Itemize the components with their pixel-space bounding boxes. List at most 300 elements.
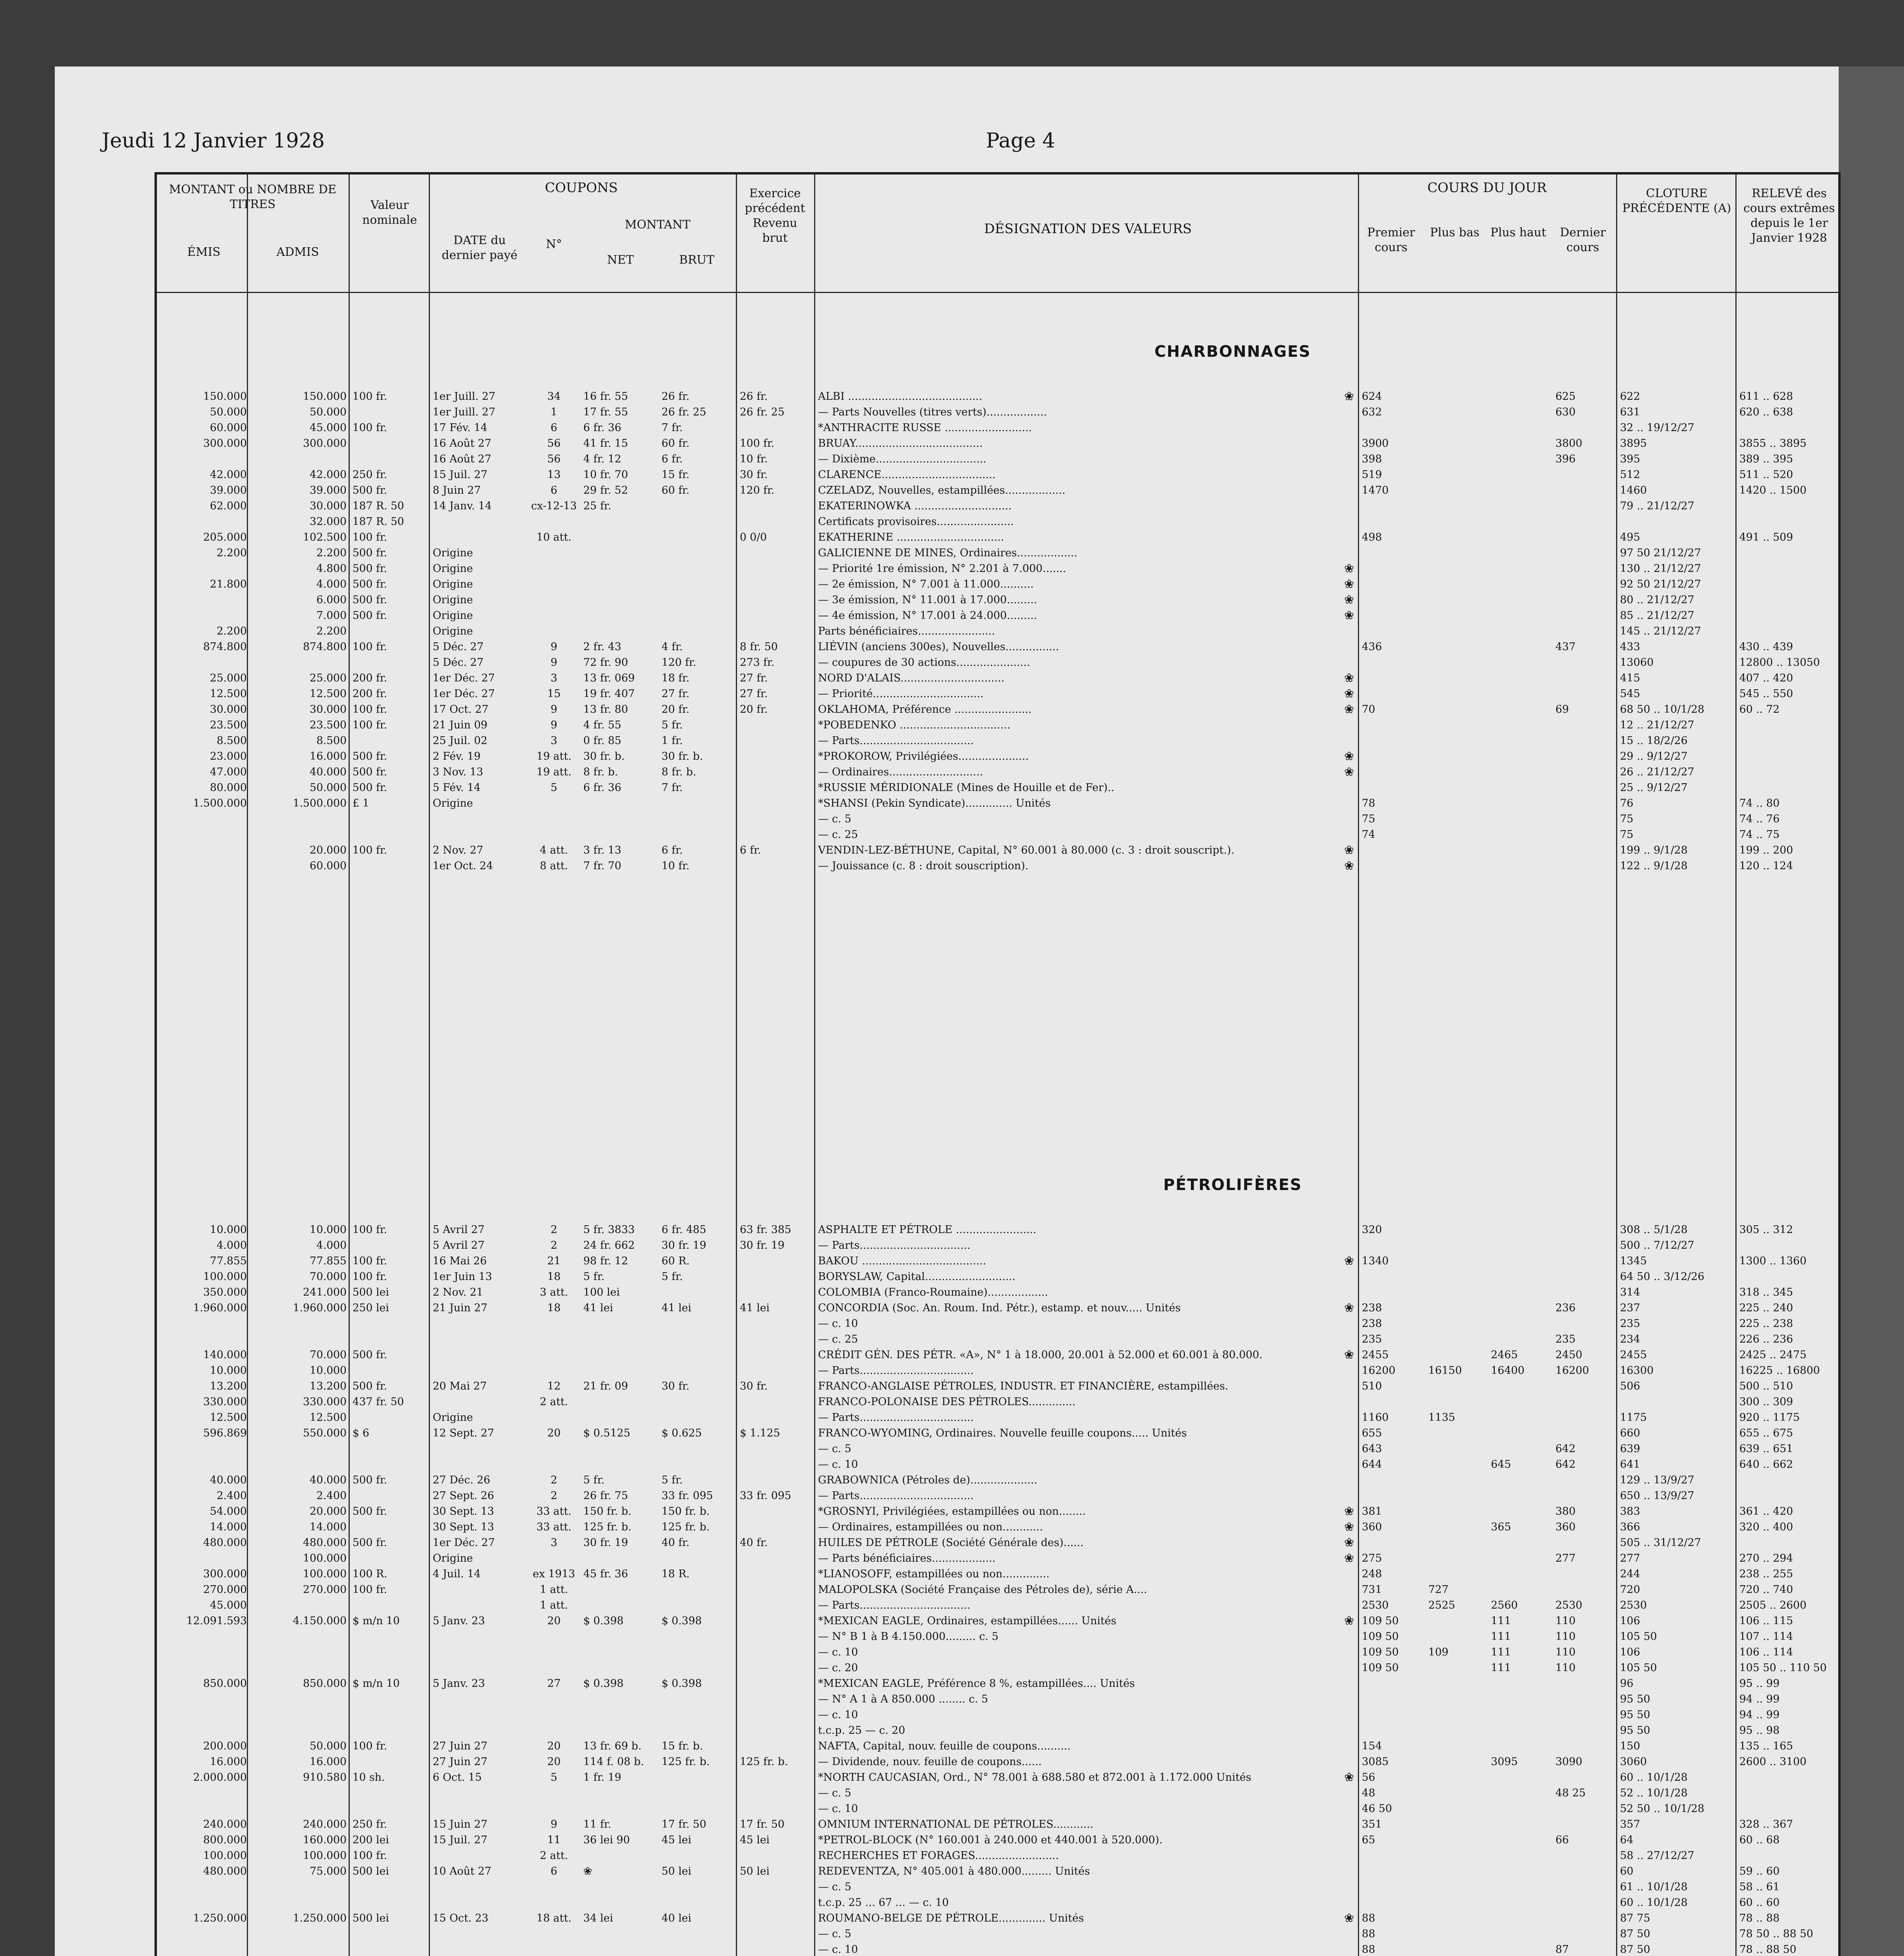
cell-date: 30 Sept. 13	[433, 1521, 494, 1533]
cell-nominal: 100 fr.	[352, 390, 387, 403]
cell-desig: LIÉVIN (anciens 300es), Nouvelles................	[818, 641, 1059, 653]
cell-date: 27 Juin 27	[433, 1740, 488, 1752]
cell-der: 630	[1555, 406, 1576, 418]
col-cours-header: COURS DU JOUR	[1427, 180, 1547, 196]
cell-nominal: 187 R. 50	[352, 516, 404, 528]
cell-nominal: 10 sh.	[352, 1771, 385, 1783]
cell-rel: 655 .. 675	[1739, 1427, 1793, 1439]
cell-emis: 12.500	[210, 1411, 247, 1424]
cell-brut: 8 fr. b.	[662, 766, 696, 778]
cell-clot: 12 .. 21/12/27	[1620, 719, 1694, 731]
cell-clot: 79 .. 21/12/27	[1620, 500, 1694, 512]
table-row	[157, 1505, 1843, 1519]
cell-desig: — c. 10	[818, 1646, 858, 1658]
cell-prem: 360	[1362, 1521, 1382, 1533]
cell-clot: 87 50	[1620, 1928, 1650, 1940]
cell-n: 2	[550, 1224, 557, 1236]
table-row	[157, 1411, 1843, 1425]
cell-admis: 16.000	[309, 750, 347, 762]
cell-rel: 105 50 .. 110 50	[1739, 1662, 1827, 1674]
cell-clot: 29 .. 9/12/27	[1620, 750, 1688, 762]
cell-haut: 2560	[1491, 1599, 1518, 1611]
cell-brut: 5 fr.	[662, 719, 683, 731]
cell-haut: 111	[1491, 1662, 1511, 1674]
cell-date: Origine	[433, 578, 473, 590]
cell-brut: 60 fr.	[662, 484, 690, 496]
cell-n: 10 att.	[536, 531, 572, 543]
cell-nominal: 500 fr.	[352, 1537, 387, 1549]
cell-date: 16 Mai 26	[433, 1255, 487, 1267]
cell-date: 15 Juil. 27	[433, 1834, 487, 1846]
table-row	[157, 1896, 1843, 1910]
cell-admis: 330.000	[303, 1396, 347, 1408]
cell-desig: — coupures de 30 actions......................	[818, 656, 1030, 669]
cell-rel: 318 .. 345	[1739, 1286, 1793, 1298]
cell-date: 3 Nov. 13	[433, 766, 484, 778]
table-row	[157, 1614, 1843, 1628]
col-emis-header: ÉMIS	[187, 245, 221, 259]
cell-date: Origine	[433, 625, 473, 637]
cell-net: 36 lei 90	[583, 1834, 630, 1846]
cell-admis: 45.000	[309, 422, 347, 434]
flower-mark-icon: ❀	[1344, 562, 1354, 575]
cell-nominal: 500 fr.	[352, 578, 387, 590]
cell-brut: 1 fr.	[662, 735, 683, 747]
cell-rel: 226 .. 236	[1739, 1333, 1793, 1345]
flower-mark-icon: ❀	[1344, 1520, 1354, 1534]
cell-clot: 433	[1620, 641, 1640, 653]
table-row	[157, 765, 1843, 779]
cell-emis: 23.500	[210, 719, 247, 731]
cell-rel: 920 .. 1175	[1739, 1411, 1800, 1424]
cell-desig: — Dividende, nouv. feuille de coupons......	[818, 1756, 1042, 1768]
cell-prem: 381	[1362, 1505, 1382, 1517]
cell-rel: 74 .. 80	[1739, 797, 1780, 809]
cell-prem: 643	[1362, 1443, 1382, 1455]
cell-brut: 50 lei	[662, 1865, 692, 1877]
cell-clot: 357	[1620, 1818, 1640, 1830]
cell-n: 2	[550, 1239, 557, 1251]
cell-date: 14 Janv. 14	[433, 500, 492, 512]
cell-clot: 2455	[1620, 1349, 1647, 1361]
cell-net: 25 fr.	[583, 500, 611, 512]
cell-net: 24 fr. 662	[583, 1239, 635, 1251]
cell-admis: 910.580	[303, 1771, 347, 1783]
cell-admis: 1.960.000	[293, 1302, 347, 1314]
cell-emis: 300.000	[203, 437, 247, 449]
cell-clot: 641	[1620, 1458, 1640, 1471]
cell-desig: — c. 10	[818, 1709, 858, 1721]
col-cloture-header: CLOTURE PRÉCÉDENTE (A)	[1622, 187, 1731, 215]
cell-rev: 100 fr.	[740, 437, 775, 449]
cell-brut: 18 fr.	[662, 672, 690, 684]
cell-clot: 512	[1620, 469, 1640, 481]
cell-nominal: $ m/n 10	[352, 1677, 400, 1690]
cell-admis: 1.500.000	[293, 797, 347, 809]
cell-desig: — c. 25	[818, 1333, 858, 1345]
cell-clot: 650 .. 13/9/27	[1620, 1490, 1694, 1502]
cell-emis: 140.000	[203, 1349, 247, 1361]
cell-desig: ASPHALTE ET PÉTROLE ........................	[818, 1224, 1037, 1236]
cell-emis: 4.000	[216, 1239, 247, 1251]
table-row	[157, 734, 1843, 748]
flower-mark-icon: ❀	[1344, 1301, 1354, 1315]
cell-admis: 13.200	[309, 1380, 347, 1392]
cell-nominal: 500 fr.	[352, 1505, 387, 1517]
cell-rev: 273 fr.	[740, 656, 775, 669]
cell-rel: 407 .. 420	[1739, 672, 1793, 684]
cell-prem: 109 50	[1362, 1631, 1399, 1643]
cell-clot: 76	[1620, 797, 1634, 809]
cell-desig: t.c.p. 25 — c. 20	[818, 1724, 905, 1737]
cell-rel: 74 .. 75	[1739, 829, 1780, 841]
cell-emis: 10.000	[210, 1224, 247, 1236]
cell-n: 3	[550, 735, 557, 747]
table-row	[157, 750, 1843, 764]
cell-rel: 389 .. 395	[1739, 453, 1793, 465]
cell-date: 5 Déc. 27	[433, 656, 484, 669]
cell-date: 1er Juin 13	[433, 1271, 492, 1283]
cell-brut: 41 lei	[662, 1302, 692, 1314]
cell-clot: 60 .. 10/1/28	[1620, 1771, 1688, 1783]
cell-bas: 2525	[1428, 1599, 1455, 1611]
cell-net: 11 fr.	[583, 1818, 611, 1830]
cell-date: 1er Déc. 27	[433, 1537, 495, 1549]
cell-n: 2	[550, 1474, 557, 1486]
cell-desig: Certificats provisoires.......................	[818, 516, 1014, 528]
cell-n: ex 1913	[532, 1568, 575, 1580]
cell-rel: 78 .. 88	[1739, 1912, 1780, 1924]
cell-haut: 3095	[1491, 1756, 1518, 1768]
cell-emis: 2.400	[216, 1490, 247, 1502]
cell-admis: 70.000	[309, 1349, 347, 1361]
cell-n: 6	[550, 422, 557, 434]
table-row	[157, 421, 1843, 435]
table-row	[157, 1223, 1843, 1237]
cell-admis: 23.500	[309, 719, 347, 731]
col-montant2-header: MONTANT	[625, 218, 690, 232]
cell-net: 5 fr.	[583, 1474, 605, 1486]
col-brut-header: BRUT	[679, 253, 714, 267]
cell-rev: 45 lei	[740, 1834, 770, 1846]
cell-net: 34 lei	[583, 1912, 613, 1924]
cell-admis: 4.150.000	[293, 1615, 347, 1627]
cell-rel: 1420 .. 1500	[1739, 484, 1807, 496]
cell-emis: 16.000	[210, 1756, 247, 1768]
cell-rel: 238 .. 255	[1739, 1568, 1793, 1580]
cell-date: 16 Août 27	[433, 437, 491, 449]
cell-nominal: 100 R.	[352, 1568, 388, 1580]
table-row	[157, 1802, 1843, 1816]
cell-rev: 30 fr. 19	[740, 1239, 785, 1251]
cell-rel: 328 .. 367	[1739, 1818, 1793, 1830]
cell-n: 5	[550, 782, 557, 794]
cell-emis: 800.000	[203, 1834, 247, 1846]
cell-admis: 102.500	[303, 531, 347, 543]
cell-date: Origine	[433, 563, 473, 575]
cell-brut: 125 fr. b.	[662, 1756, 710, 1768]
cell-clot: 660	[1620, 1427, 1640, 1439]
cell-emis: 12.500	[210, 688, 247, 700]
cell-net: 13 fr. 80	[583, 703, 628, 716]
cell-desig: — c. 5	[818, 1443, 852, 1455]
cell-date: 25 Juil. 02	[433, 735, 487, 747]
cell-prem: 1160	[1362, 1411, 1389, 1424]
cell-rel: 620 .. 638	[1739, 406, 1793, 418]
cell-rel: 135 .. 165	[1739, 1740, 1793, 1752]
cell-n: 15	[547, 688, 561, 700]
cell-date: 15 Oct. 23	[433, 1912, 489, 1924]
col-date-header: DATE du dernier payé	[442, 234, 518, 262]
cell-admis: 30.000	[309, 703, 347, 716]
cell-emis: 480.000	[203, 1537, 247, 1549]
cell-bas: 16150	[1428, 1365, 1462, 1377]
flower-mark-icon: ❀	[1344, 609, 1354, 622]
cell-net: 10 fr. 70	[583, 469, 628, 481]
cell-net: 6 fr. 36	[583, 782, 622, 794]
cell-rev: 20 fr.	[740, 703, 768, 716]
cell-n: 20	[547, 1615, 561, 1627]
cell-nominal: 100 fr.	[352, 1224, 387, 1236]
cell-clot: 244	[1620, 1568, 1640, 1580]
cell-emis: 54.000	[210, 1505, 247, 1517]
cell-n: 2 att.	[539, 1850, 568, 1862]
cell-desig: — N° B 1 à B 4.150.000......... c. 5	[818, 1631, 999, 1643]
cell-clot: 495	[1620, 531, 1640, 543]
cell-rel: 78 .. 88 50	[1739, 1943, 1796, 1956]
cell-clot: 129 .. 13/9/27	[1620, 1474, 1694, 1486]
cell-desig: *ANTHRACITE RUSSE ..........................	[818, 422, 1032, 434]
cell-admis: 150.000	[303, 390, 347, 403]
cell-net: ❀	[583, 1865, 592, 1877]
cell-rel: 361 .. 420	[1739, 1505, 1793, 1517]
table-row	[157, 1911, 1843, 1925]
cell-brut: 20 fr.	[662, 703, 690, 716]
cell-date: 1er Déc. 27	[433, 688, 495, 700]
cell-net: 21 fr. 09	[583, 1380, 628, 1392]
table-row	[157, 828, 1843, 842]
cell-emis: 100.000	[203, 1850, 247, 1862]
cell-emis: 205.000	[203, 531, 247, 543]
header-rule	[157, 292, 1838, 293]
cell-desig: MALOPOLSKA (Société Française des Pétroles de), série A....	[818, 1584, 1147, 1596]
cell-bas: 109	[1428, 1646, 1449, 1658]
cell-rel: 60 .. 60	[1739, 1897, 1780, 1909]
cell-desig: *LIANOSOFF, estampillées ou non..............	[818, 1568, 1050, 1580]
cell-admis: 2.200	[316, 547, 347, 559]
cell-rel: 120 .. 124	[1739, 860, 1793, 872]
cell-emis: 1.960.000	[193, 1302, 247, 1314]
cell-clot: 13060	[1620, 656, 1654, 669]
cell-desig: VENDIN-LEZ-BÉTHUNE, Capital, N° 60.001 à 80.000 (c. 3 : droit souscript.).	[818, 844, 1235, 856]
cell-der: 16200	[1555, 1365, 1589, 1377]
cell-admis: 4.000	[316, 1239, 347, 1251]
table-row	[157, 1520, 1843, 1534]
cell-prem: 3900	[1362, 437, 1389, 449]
cell-n: 20	[547, 1740, 561, 1752]
cell-desig: BORYSLAW, Capital...........................	[818, 1271, 1016, 1283]
cell-net: $ 0.398	[583, 1615, 624, 1627]
cell-desig: — 2e émission, N° 7.001 à 11.000..........	[818, 578, 1034, 590]
flower-mark-icon: ❀	[1344, 593, 1354, 607]
cell-clot: 199 .. 9/1/28	[1620, 844, 1688, 856]
cell-nominal: 100 fr.	[352, 844, 387, 856]
cell-brut: 4 fr.	[662, 641, 683, 653]
cell-emis: 2.000.000	[193, 1771, 247, 1783]
cell-desig: — Priorité.................................	[818, 688, 984, 700]
cell-clot: 3895	[1620, 437, 1647, 449]
cell-nominal: 100 fr.	[352, 1850, 387, 1862]
cell-clot: 105 50	[1620, 1662, 1657, 1674]
cell-prem: 46 50	[1362, 1803, 1392, 1815]
cell-desig: — Dixième.................................	[818, 453, 987, 465]
cell-desig: *POBEDENKO .................................	[818, 719, 1010, 731]
flower-mark-icon: ❀	[1344, 577, 1354, 591]
table-row	[157, 405, 1843, 419]
cell-desig: — Ordinaires, estampillées ou non............	[818, 1521, 1043, 1533]
cell-clot: 16300	[1620, 1365, 1654, 1377]
table-row	[157, 1364, 1843, 1378]
col-dernier-header: Dernier cours	[1560, 226, 1606, 254]
cell-prem: 109 50	[1362, 1646, 1399, 1658]
cell-clot: 80 .. 21/12/27	[1620, 594, 1694, 606]
cell-emis: 40.000	[210, 1474, 247, 1486]
cell-rel: 94 .. 99	[1739, 1693, 1780, 1705]
cell-nominal: 500 fr.	[352, 609, 387, 622]
cell-admis: 100.000	[303, 1552, 347, 1564]
cell-emis: 13.200	[210, 1380, 247, 1392]
table-row	[157, 796, 1843, 811]
cell-prem: 2455	[1362, 1349, 1389, 1361]
table-row	[157, 1239, 1843, 1253]
table-row	[157, 437, 1843, 451]
cell-clot: 26 .. 21/12/27	[1620, 766, 1694, 778]
cell-desig: HUILES DE PÉTROLE (Société Générale des)......	[818, 1537, 1084, 1549]
cell-prem: 624	[1362, 390, 1382, 403]
cell-n: 56	[547, 437, 561, 449]
cell-nominal: 200 fr.	[352, 672, 387, 684]
cell-net: 3 fr. 13	[583, 844, 622, 856]
cell-emis: 874.800	[203, 641, 247, 653]
cell-date: Origine	[433, 547, 473, 559]
cell-clot: 97 50 21/12/27	[1620, 547, 1701, 559]
cell-rev: 27 fr.	[740, 672, 768, 684]
cell-clot: 58 .. 27/12/27	[1620, 1850, 1694, 1862]
cell-admis: 10.000	[309, 1224, 347, 1236]
cell-prem: 70	[1362, 703, 1375, 716]
cell-date: 27 Sept. 26	[433, 1490, 494, 1502]
cell-emis: 100.000	[203, 1271, 247, 1283]
cell-date: Origine	[433, 1552, 473, 1564]
quotation-table	[155, 172, 1841, 1956]
cell-brut: 40 lei	[662, 1912, 692, 1924]
cell-emis: 2.200	[216, 625, 247, 637]
cell-clot: 383	[1620, 1505, 1640, 1517]
cell-der: 110	[1555, 1615, 1576, 1627]
cell-rel: 106 .. 115	[1739, 1615, 1793, 1627]
cell-n: 3 att.	[539, 1286, 568, 1298]
cell-rel: 639 .. 651	[1739, 1443, 1793, 1455]
cell-desig: — Parts..................................	[818, 1490, 974, 1502]
cell-emis: 2.200	[216, 547, 247, 559]
cell-net: 0 fr. 85	[583, 735, 622, 747]
cell-rel: 199 .. 200	[1739, 844, 1793, 856]
page-date: Jeudi 12 Janvier 1928	[102, 129, 325, 153]
cell-rel: 12800 .. 13050	[1739, 656, 1820, 669]
cell-rev: $ 1.125	[740, 1427, 780, 1439]
cell-nominal: 250 lei	[352, 1302, 389, 1314]
cell-net: 100 lei	[583, 1286, 620, 1298]
table-row	[157, 1708, 1843, 1722]
cell-der: 110	[1555, 1646, 1576, 1658]
cell-clot: 500 .. 7/12/27	[1620, 1239, 1694, 1251]
cell-desig: CRÉDIT GÉN. DES PÉTR. «A», N° 1 à 18.000, 20.001 à 52.000 et 60.001 à 80.000.	[818, 1349, 1263, 1361]
cell-desig: *GROSNYI, Privilégiées, estampillées ou non........	[818, 1505, 1086, 1517]
cell-net: 114 f. 08 b.	[583, 1756, 644, 1768]
cell-clot: 150	[1620, 1740, 1640, 1752]
cell-date: 5 Avril 27	[433, 1239, 485, 1251]
cell-desig: — c. 5	[818, 1881, 852, 1893]
cell-nominal: 100 fr.	[352, 1584, 387, 1596]
cell-n: 12	[547, 1380, 561, 1392]
flower-mark-icon: ❀	[1344, 843, 1354, 857]
cell-desig: *PETROL-BLOCK (N° 160.001 à 240.000 et 440.001 à 520.000).	[818, 1834, 1163, 1846]
cell-admis: 480.000	[303, 1537, 347, 1549]
cell-date: 12 Sept. 27	[433, 1427, 494, 1439]
cell-admis: 874.800	[303, 641, 347, 653]
cell-desig: NORD D'ALAIS...............................	[818, 672, 1005, 684]
cell-prem: 351	[1362, 1818, 1382, 1830]
cell-rev: 30 fr.	[740, 1380, 768, 1392]
cell-prem: 498	[1362, 531, 1382, 543]
cell-emis: 240.000	[203, 1818, 247, 1830]
cell-n: 18	[547, 1302, 561, 1314]
col-nominal-header: Valeur nominale	[362, 198, 417, 227]
cell-admis: 300.000	[303, 437, 347, 449]
cell-date: 5 Janv. 23	[433, 1615, 485, 1627]
cell-clot: 64	[1620, 1834, 1634, 1846]
cell-brut: 7 fr.	[662, 782, 683, 794]
cell-brut: 5 fr.	[662, 1271, 683, 1283]
cell-prem: 3085	[1362, 1756, 1389, 1768]
cell-emis: 77.855	[210, 1255, 247, 1267]
cell-der: 235	[1555, 1333, 1576, 1345]
cell-desig: RECHERCHES ET FORAGES.........................	[818, 1850, 1059, 1862]
cell-desig: FRANCO-POLONAISE DES PÉTROLES..............	[818, 1396, 1076, 1408]
cell-admis: 270.000	[303, 1584, 347, 1596]
cell-desig: BRUAY......................................	[818, 437, 983, 449]
cell-net: 45 fr. 36	[583, 1568, 628, 1580]
cell-n: 18 att.	[536, 1912, 572, 1924]
cell-prem: 632	[1362, 406, 1382, 418]
cell-der: 625	[1555, 390, 1576, 403]
cell-clot: 415	[1620, 672, 1640, 684]
cell-der: 396	[1555, 453, 1576, 465]
cell-emis: 42.000	[210, 469, 247, 481]
cell-n: 6	[550, 1865, 557, 1877]
cell-date: 16 Août 27	[433, 453, 491, 465]
section-title: CHARBONNAGES	[1154, 343, 1311, 361]
table-row	[157, 624, 1843, 638]
cell-clot: 308 .. 5/1/28	[1620, 1224, 1688, 1236]
cell-net: $ 0.398	[583, 1677, 624, 1690]
cell-emis: 62.000	[210, 500, 247, 512]
table-row	[157, 843, 1843, 858]
cell-emis: 200.000	[203, 1740, 247, 1752]
cell-net: 8 fr. b.	[583, 766, 618, 778]
cell-prem: 519	[1362, 469, 1382, 481]
cell-admis: 7.000	[316, 609, 347, 622]
